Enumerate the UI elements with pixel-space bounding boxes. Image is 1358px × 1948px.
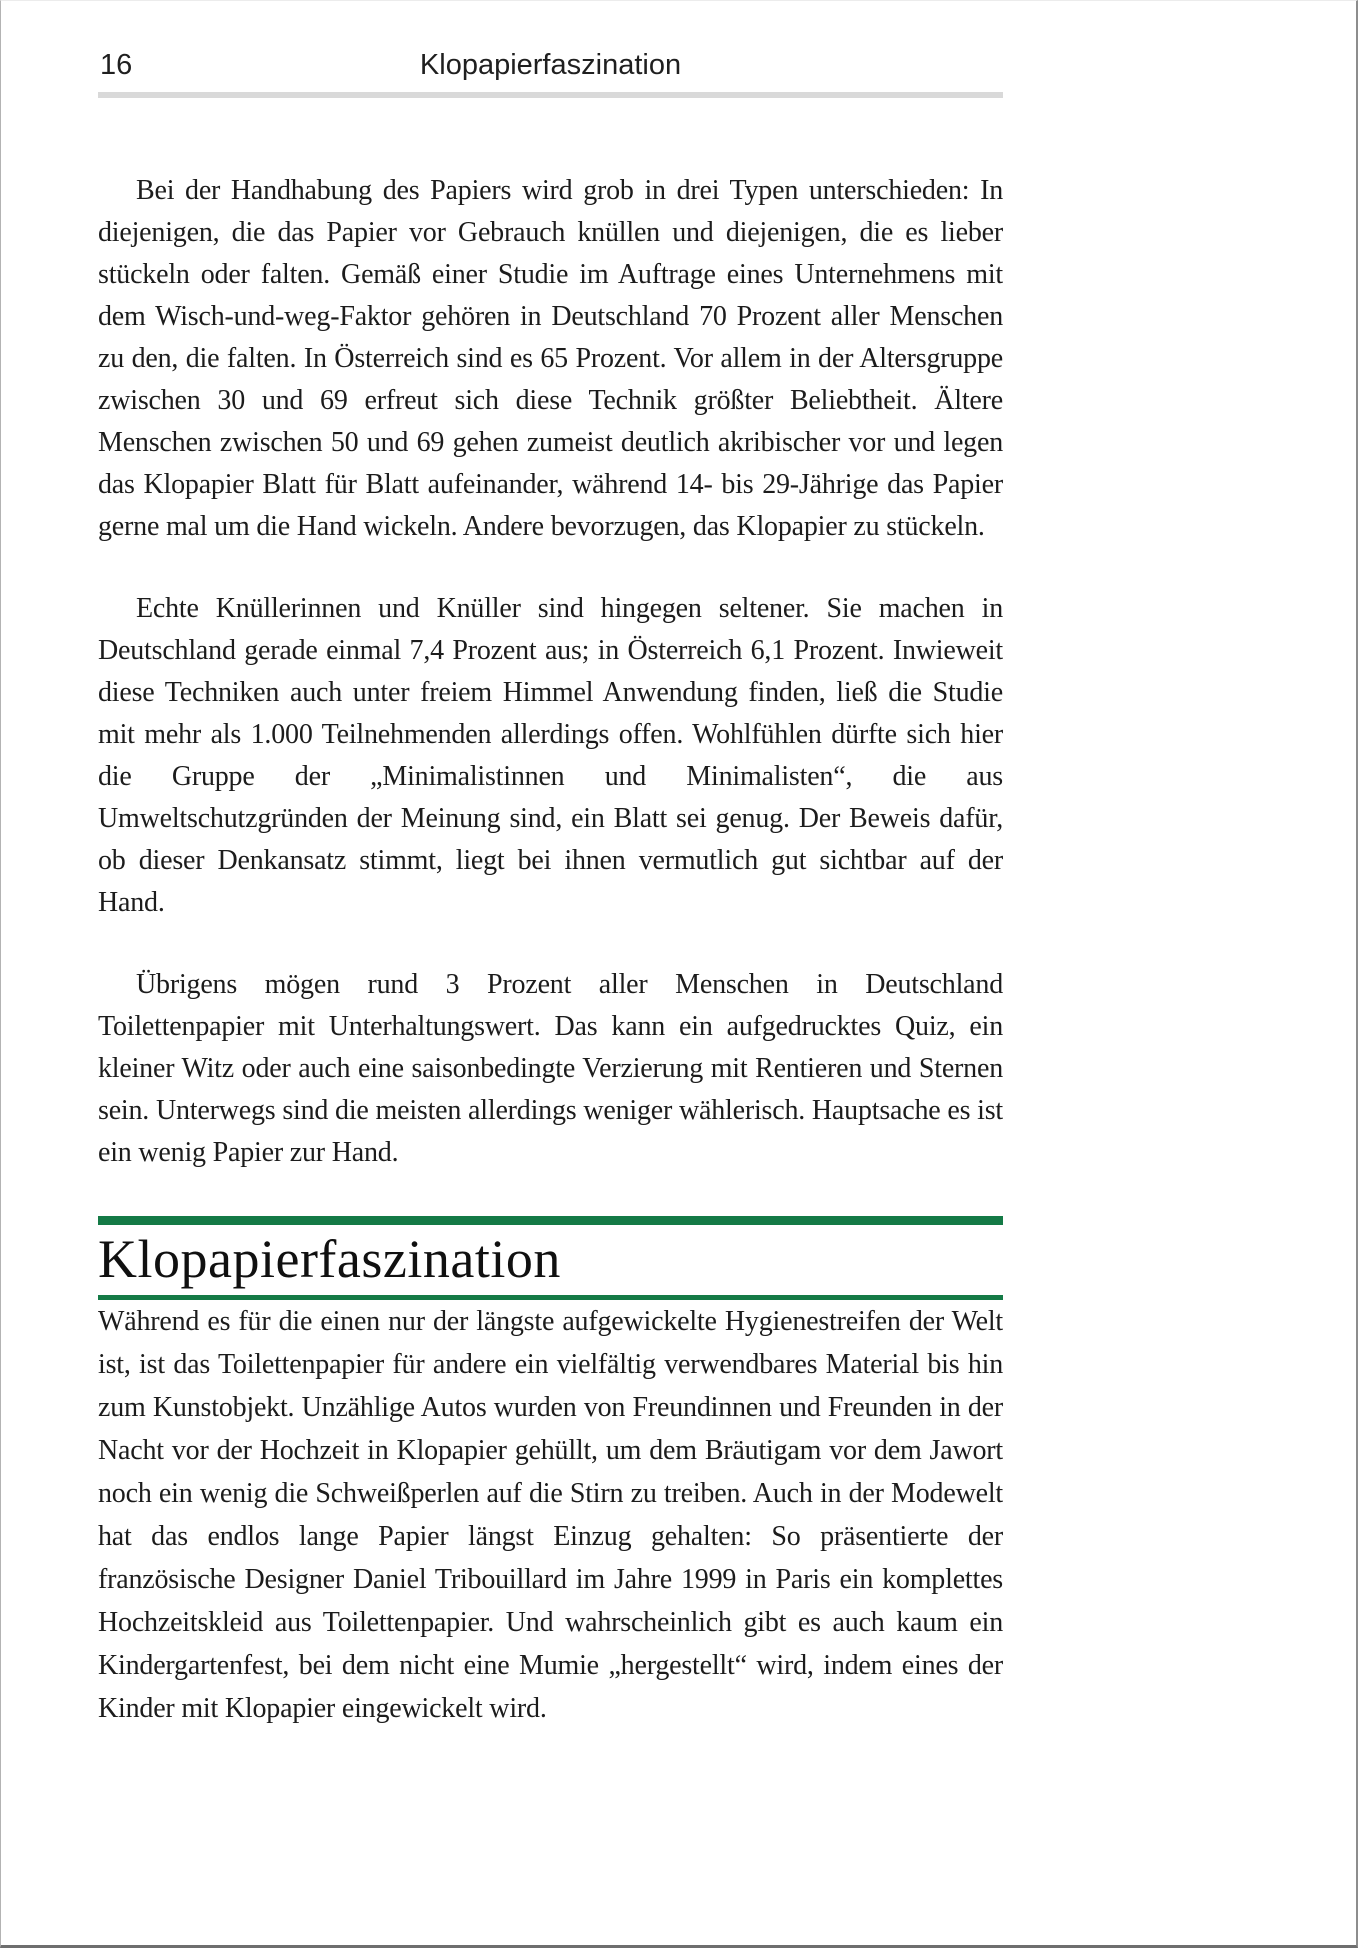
page-number: 16 (100, 49, 133, 81)
paragraph-4: Während es für die einen nur der längste aufgewickelte Hygienestreifen der Welt ist, ist das Toilettenpapier für andere ein vielfältig verwendbares Material bis hin zum Kunstobjekt. Unzählige Autos wurden von Freundinnen und Freunden in der Nacht vor der Hochzeit in Klopapier gehüllt, um dem Bräutigam vor dem Jawort noch ein wenig die Schweißperlen auf die Stirn zu treiben. Auch in der Modewelt hat das endlos lange Papier längst Einzug gehalten: So präsentierte der französische Designer Daniel Tribouillard im Jahre 1999 in Paris ein komplettes Hochzeitskleid aus Toilettenpapier. Und wahrscheinlich gibt es auch kaum ein Kindergartenfest, bei dem nicht eine Mumie „hergestellt“ wird, indem eines der Kinder mit Klopapier eingewickelt wird. (98, 1306, 1003, 1725)
paragraph-2: Echte Knüllerinnen und Knüller sind hingegen seltener. Sie machen in Deutschland gerade einmal 7,4 Prozent aus; in Österreich 6,1 Prozent. Inwieweit diese Techniken auch unter freiem Himmel Anwendung finden, ließ die Studie mit mehr als 1.000 Teilnehmenden allerdings offen. Wohlfühlen dürfte sich hier die Gruppe der „Minimalistinnen und Minimalisten“, die aus Umweltschutzgründen der Meinung sind, ein Blatt sei genug. Der Beweis dafür, ob dieser Denkansatz stimmt, liegt bei ihnen vermutlich gut sichtbar auf der Hand. (98, 593, 1003, 918)
running-title: Klopapierfaszination (419, 49, 682, 81)
paragraph-1: Bei der Handhabung des Papiers wird grob in drei Typen unterschieden: In diejenigen, die das Papier vor Gebrauch knüllen und diejenigen, die es lieber stückeln oder falten. Gemäß einer Studie im Auftrage eines Unternehmens mit dem Wisch-und-weg-Faktor gehören in Deutschland 70 Prozent aller Menschen zu den, die falten. In Österreich sind es 65 Prozent. Vor allem in der Altersgruppe zwischen 30 und 69 erfreut sich diese Technik größter Beliebtheit. Ältere Menschen zwischen 50 und 69 gehen zumeist deutlich akribischer vor und legen das Klopapier Blatt für Blatt aufeinander, während 14- bis 29-Jährige das Papier gerne mal um die Hand wickeln. Andere bevorzugen, das Klopapier zu stückeln. (98, 175, 1003, 542)
page-header (98, 1, 1003, 85)
page-content (98, 170, 1003, 1730)
section-rule-top (98, 1216, 1003, 1225)
header-rule (98, 92, 1003, 98)
chapter-section (98, 1216, 1003, 1730)
paragraph-3: Übrigens mögen rund 3 Prozent aller Menschen in Deutschland Toilettenpapier mit Unterhaltungswert. Das kann ein aufgedrucktes Quiz, ein kleiner Witz oder auch eine saisonbedingte Verzierung mit Rentieren und Sternen sein. Unterwegs sind die meisten allerdings weniger wählerisch. Hauptsache es ist ein wenig Papier zur Hand. (98, 969, 1003, 1168)
section-heading: Klopapierfaszination (98, 1229, 561, 1289)
